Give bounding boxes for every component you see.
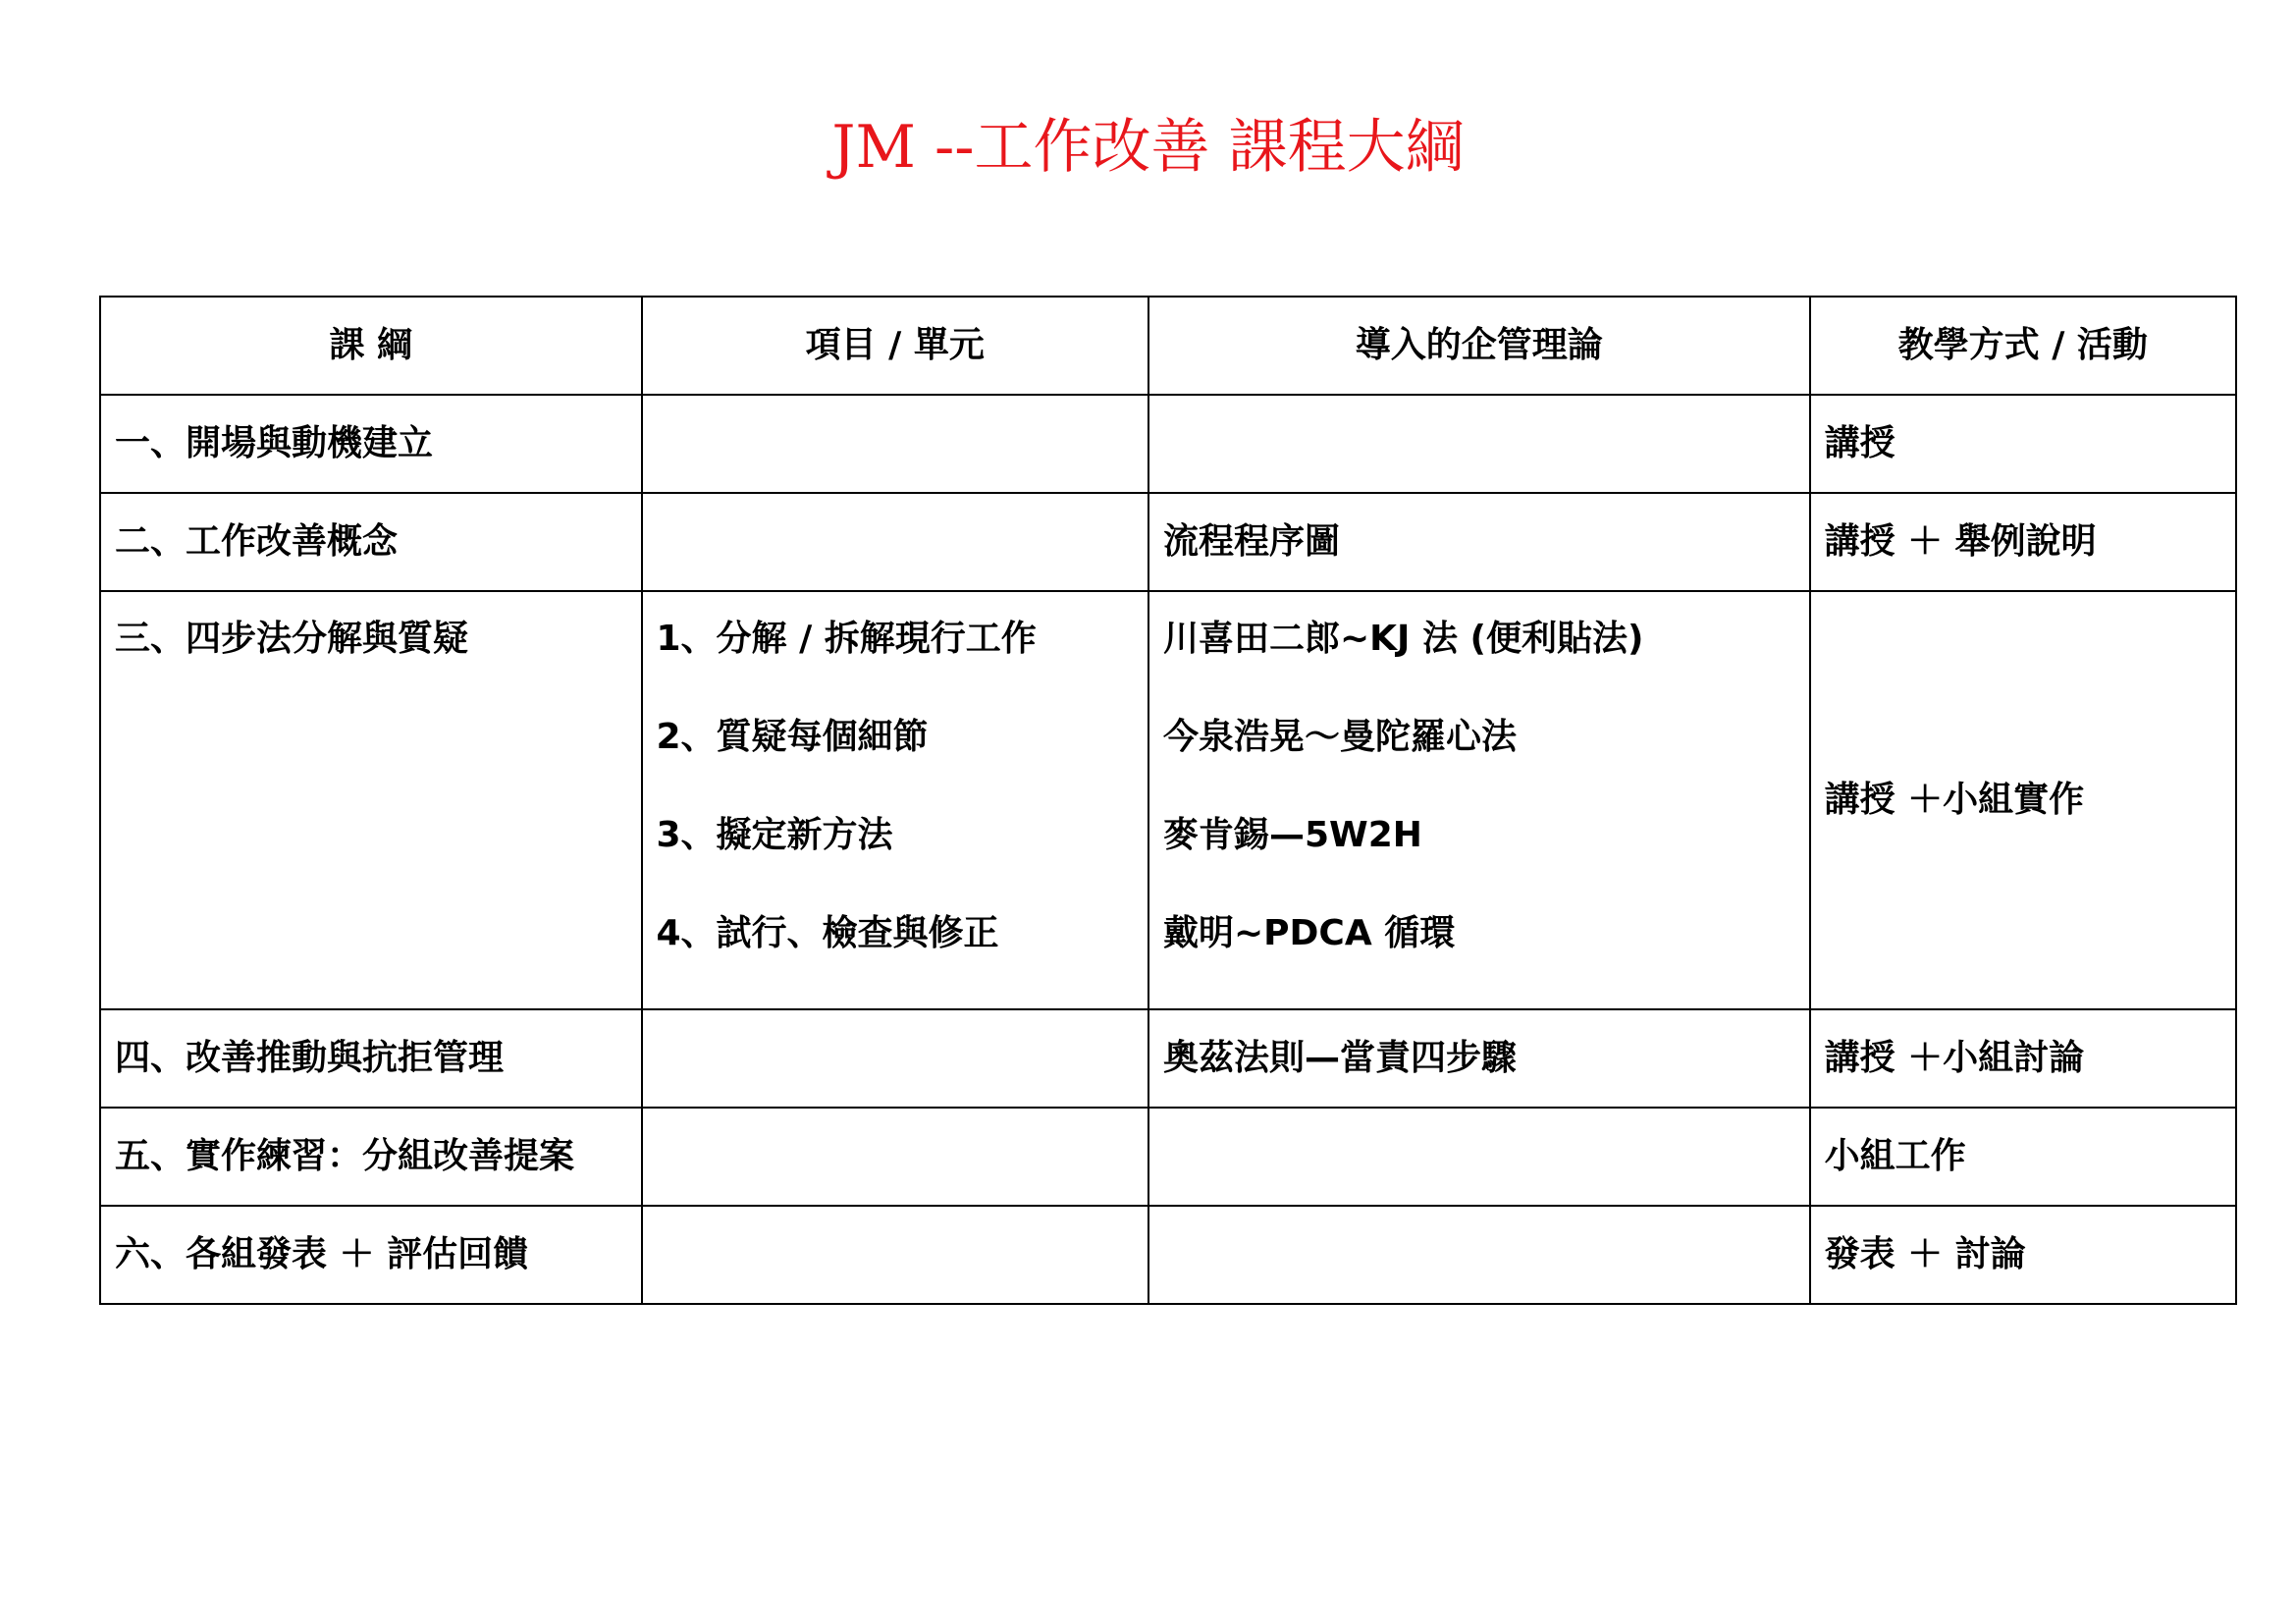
item-line: 1、分解 / 拆解現行工作 <box>656 619 1037 659</box>
items-cell <box>642 1108 1148 1206</box>
theory-line: 戴明~PDCA 循環 <box>1162 913 1456 953</box>
items-cell <box>642 591 1148 1009</box>
theories-cell: 奧茲法則—當責四步驟 <box>1148 1009 1810 1108</box>
outline-cell: 二、工作改善概念 <box>100 493 642 591</box>
items-cell <box>642 1206 1148 1304</box>
method-cell: 講授 ＋小組討論 <box>1810 1009 2236 1108</box>
table-row <box>100 395 2236 493</box>
theory-line: 今泉浩晃～曼陀羅心法 <box>1162 717 1517 757</box>
header-method: 教學方式 / 活動 <box>1810 297 2236 395</box>
course-outline-table <box>99 296 2237 1305</box>
outline-cell: 四、改善推動與抗拒管理 <box>100 1009 642 1108</box>
outline-cell: 三、四步法分解與質疑 <box>100 591 642 1009</box>
items-cell <box>642 395 1148 493</box>
method-cell: 講授 ＋ 舉例說明 <box>1810 493 2236 591</box>
theories-cell <box>1148 1108 1810 1206</box>
theory-line: 麥肯錫—5W2H <box>1162 815 1422 855</box>
table-row <box>100 1206 2236 1304</box>
header-outline: 課 綱 <box>100 297 642 395</box>
theories-cell: 流程程序圖 <box>1148 493 1810 591</box>
items-cell <box>642 493 1148 591</box>
outline-cell: 一、開場與動機建立 <box>100 395 642 493</box>
item-line: 2、質疑每個細節 <box>656 717 929 757</box>
method-cell: 小組工作 <box>1810 1108 2236 1206</box>
method-cell: 發表 ＋ 討論 <box>1810 1206 2236 1304</box>
table-row <box>100 1009 2236 1108</box>
table-header-row <box>100 297 2236 395</box>
item-line: 4、試行、檢查與修正 <box>656 913 999 953</box>
table-row <box>100 493 2236 591</box>
table-row <box>100 1108 2236 1206</box>
outline-cell: 五、實作練習：分組改善提案 <box>100 1108 642 1206</box>
theories-cell <box>1148 591 1810 1009</box>
header-theories: 導入的企管理論 <box>1148 297 1810 395</box>
method-cell: 講授 <box>1810 395 2236 493</box>
theories-cell <box>1148 1206 1810 1304</box>
table-row <box>100 591 2236 1009</box>
items-cell <box>642 1009 1148 1108</box>
method-cell: 講授 ＋小組實作 <box>1810 591 2236 1009</box>
theories-cell <box>1148 395 1810 493</box>
document-title: JM --工作改善 課程大綱 <box>831 113 1465 182</box>
header-items: 項目 / 單元 <box>642 297 1148 395</box>
item-line: 3、擬定新方法 <box>656 815 893 855</box>
theory-line: 川喜田二郎~KJ 法 (便利貼法) <box>1162 619 1644 659</box>
outline-cell: 六、各組發表 ＋ 評估回饋 <box>100 1206 642 1304</box>
